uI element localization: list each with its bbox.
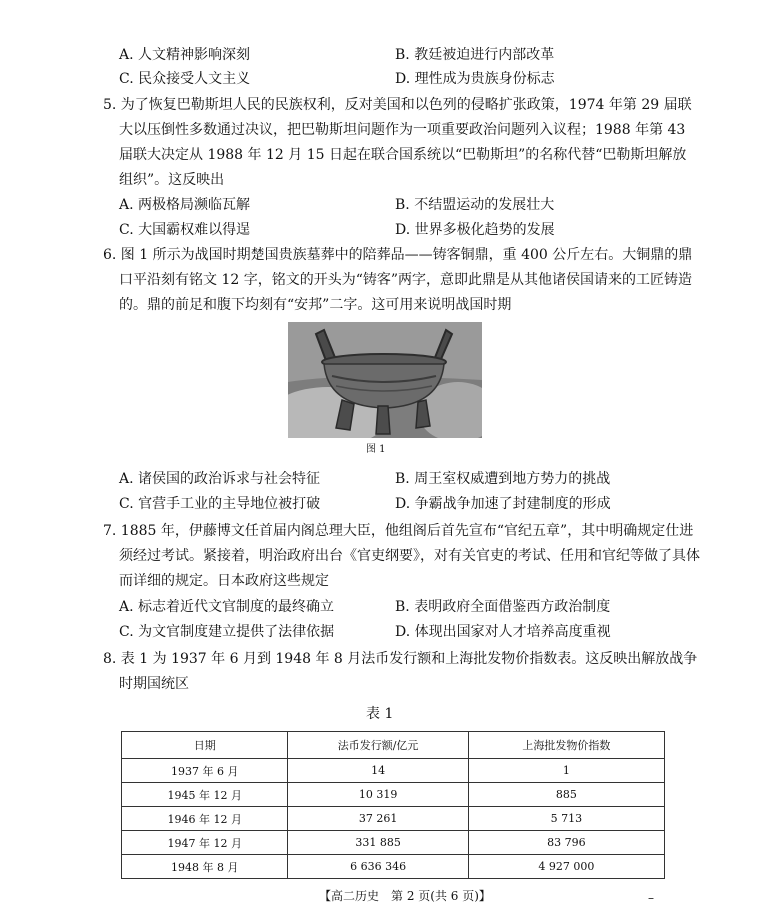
table-cell: 14 (288, 759, 468, 783)
table-header-row (122, 732, 665, 759)
q5-option-b: B. 不结盟运动的发展壮大 (395, 197, 555, 213)
q6-option-a: A. 诸侯国的政治诉求与社会特征 (119, 471, 321, 487)
bronze-ding-illustration (288, 322, 482, 438)
table-cell: 1 (468, 759, 664, 783)
q5-stem-line-1: 5. 为了恢复巴勒斯坦人民的民族权利，反对美国和以色列的侵略扩张政策，1974 年第 29 届联 (103, 97, 692, 113)
q5-option-c: C. 大国霸权难以得逞 (119, 222, 251, 238)
q5-option-d: D. 世界多极化趋势的发展 (395, 222, 555, 238)
q4-option-c: C. 民众接受人文主义 (119, 71, 251, 87)
table-row (122, 783, 665, 807)
figure-caption: 图 1 (366, 444, 386, 455)
q8-stem-line-1: 8. 表 1 为 1937 年 6 月到 1948 年 8 月法币发行额和上海批发物价指数表。这反映出解放战争 (103, 651, 698, 667)
table-cell: 885 (468, 783, 664, 807)
table-header-cell: 法币发行额/亿元 (288, 732, 468, 759)
table-cell: 4 927 000 (468, 855, 664, 879)
q6-option-b: B. 周王室权威遭到地方势力的挑战 (395, 471, 611, 487)
q6-option-c: C. 官营手工业的主导地位被打破 (119, 496, 321, 512)
q6-stem-line-2: 口平沿刻有铭文 12 字，铭文的开头为“铸客”两字，意即此鼎是从其他诸侯国请来的工匠铸造 (119, 272, 693, 288)
table-cell: 37 261 (288, 807, 468, 831)
table-cell: 331 885 (288, 831, 468, 855)
q7-stem-line-2: 须经过考试。紧接着，明治政府出台《官吏纲要》，对有关官吏的考试、任用和官纪等做了具体 (119, 548, 700, 564)
q5-stem-line-4: 组织”。这反映出 (119, 172, 225, 188)
page-footer: 【高二历史 第 2 页(共 6 页)】 (319, 889, 491, 903)
q5-stem-line-2: 大以压倒性多数通过决议，把巴勒斯坦问题作为一项重要政治问题列入议程；1988 年第 43 (119, 122, 686, 138)
table-cell: 5 713 (468, 807, 664, 831)
bronze-ding-photo (288, 322, 482, 438)
table-row (122, 807, 665, 831)
table-cell: 6 636 346 (288, 855, 468, 879)
q8-stem-line-2: 时期国统区 (119, 676, 189, 692)
footer-mark: – (648, 891, 654, 905)
q6-option-d: D. 争霸战争加速了封建制度的形成 (395, 496, 611, 512)
q5-option-a: A. 两极格局濒临瓦解 (119, 197, 251, 213)
table-header-cell: 上海批发物价指数 (468, 732, 664, 759)
table-title: 表 1 (366, 706, 394, 722)
table-cell: 1948 年 8 月 (122, 855, 288, 879)
table-cell: 1946 年 12 月 (122, 807, 288, 831)
q7-option-a: A. 标志着近代文官制度的最终确立 (119, 599, 335, 615)
q5-stem-line-3: 届联大决定从 1988 年 12 月 15 日起在联合国系统以“巴勒斯坦”的名称代替“巴勒斯坦解放 (119, 147, 687, 163)
table-row (122, 855, 665, 879)
table-cell: 1947 年 12 月 (122, 831, 288, 855)
q4-option-b: B. 教廷被迫进行内部改革 (395, 47, 555, 63)
q4-option-d: D. 理性成为贵族身份标志 (395, 71, 555, 87)
currency-price-table (121, 731, 665, 879)
table-header-cell: 日期 (122, 732, 288, 759)
q7-option-c: C. 为文官制度建立提供了法律依据 (119, 624, 335, 640)
table-cell: 83 796 (468, 831, 664, 855)
q7-option-d: D. 体现出国家对人才培养高度重视 (395, 624, 611, 640)
table-cell: 1937 年 6 月 (122, 759, 288, 783)
q6-stem-line-3: 的。鼎的前足和腹下均刻有“安邦”二字。这可用来说明战国时期 (119, 297, 512, 313)
q4-option-a: A. 人文精神影响深刻 (119, 47, 251, 63)
table-cell: 1945 年 12 月 (122, 783, 288, 807)
q7-option-b: B. 表明政府全面借鉴西方政治制度 (395, 599, 611, 615)
table-row (122, 831, 665, 855)
q7-stem-line-1: 7. 1885 年，伊藤博文任首届内阁总理大臣，他组阁后首先宣布“官纪五章”，其中明确规定仕进 (103, 523, 694, 539)
table-cell: 10 319 (288, 783, 468, 807)
q7-stem-line-3: 而详细的规定。日本政府这些规定 (119, 573, 329, 589)
table-row (122, 759, 665, 783)
q6-stem-line-1: 6. 图 1 所示为战国时期楚国贵族墓葬中的陪葬品——铸客铜鼎，重 400 公斤左右。大铜鼎的鼎 (103, 247, 693, 263)
